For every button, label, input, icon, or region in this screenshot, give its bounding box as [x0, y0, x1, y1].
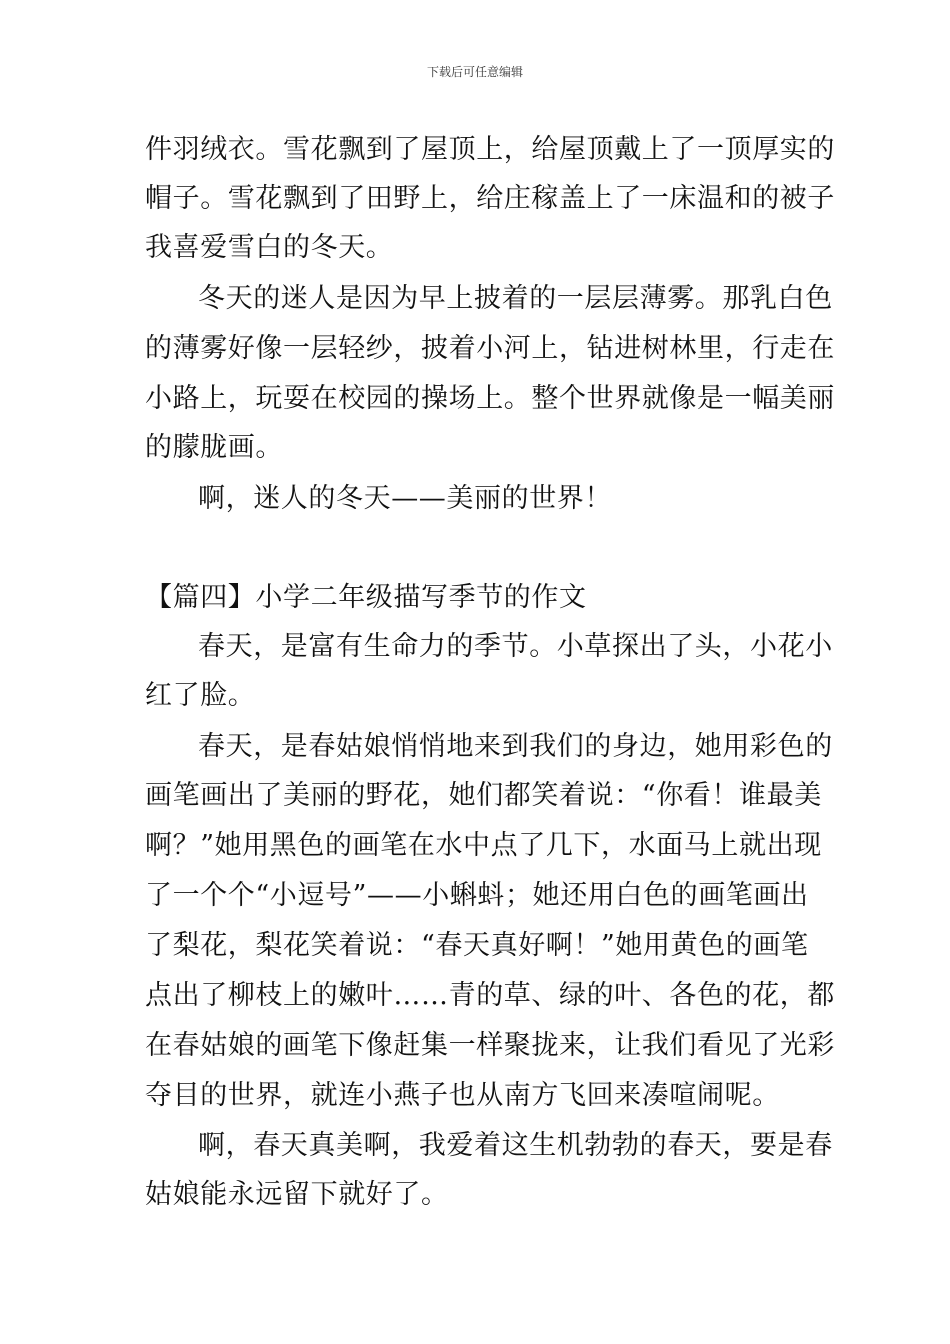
section-heading: 【篇四】小学二年级描写季节的作文 — [145, 582, 587, 613]
text-line: 帽子。雪花飘到了田野上，给庄稼盖上了一床温和的被子 — [145, 183, 835, 214]
text-line: 的薄雾好像一层轻纱，披着小河上，钻进树林里，行走在 — [145, 333, 835, 364]
text-line: 的朦胧画。 — [145, 432, 283, 463]
text-line: 点出了柳枝上的嫩叶……青的草、绿的叶、各色的花，都 — [145, 980, 835, 1011]
paragraph-first-line: 啊，春天真美啊，我爱着这生机勃勃的春天，要是春 — [198, 1130, 833, 1161]
paragraph-first-line: 冬天的迷人是因为早上披着的一层层薄雾。那乳白色 — [198, 283, 833, 314]
text-line: 啊？”她用黑色的画笔在水中点了几下，水面马上就出现 — [145, 830, 822, 861]
text-line: 了一个个“小逗号”——小蝌蚪；她还用白色的画笔画出 — [145, 880, 809, 911]
text-line: 夺目的世界，就连小燕子也从南方飞回来凑喧闹呢。 — [145, 1080, 780, 1111]
paragraph-first-line: 春天，是春姑娘悄悄地来到我们的身边，她用彩色的 — [198, 731, 833, 762]
text-line: 红了脸。 — [145, 680, 256, 711]
text-line: 在春姑娘的画笔下像赶集一样聚拢来，让我们看见了光彩 — [145, 1030, 835, 1061]
text-line: 画笔画出了美丽的野花，她们都笑着说：“你看！谁最美 — [145, 780, 822, 811]
paragraph-first-line: 啊，迷人的冬天——美丽的世界！ — [198, 483, 612, 514]
text-line: 了梨花，梨花笑着说：“春天真好啊！”她用黄色的画笔 — [145, 930, 809, 961]
text-line: 小路上，玩耍在校园的操场上。整个世界就像是一幅美丽 — [145, 383, 835, 414]
text-line: 我喜爱雪白的冬天。 — [145, 232, 394, 263]
text-line: 姑娘能永远留下就好了。 — [145, 1179, 449, 1210]
text-line: 件羽绒衣。雪花飘到了屋顶上，给屋顶戴上了一顶厚实的 — [145, 134, 835, 165]
paragraph-first-line: 春天，是富有生命力的季节。小草探出了头，小花小 — [198, 631, 833, 662]
page-header: 下载后可任意编辑 — [426, 65, 523, 79]
